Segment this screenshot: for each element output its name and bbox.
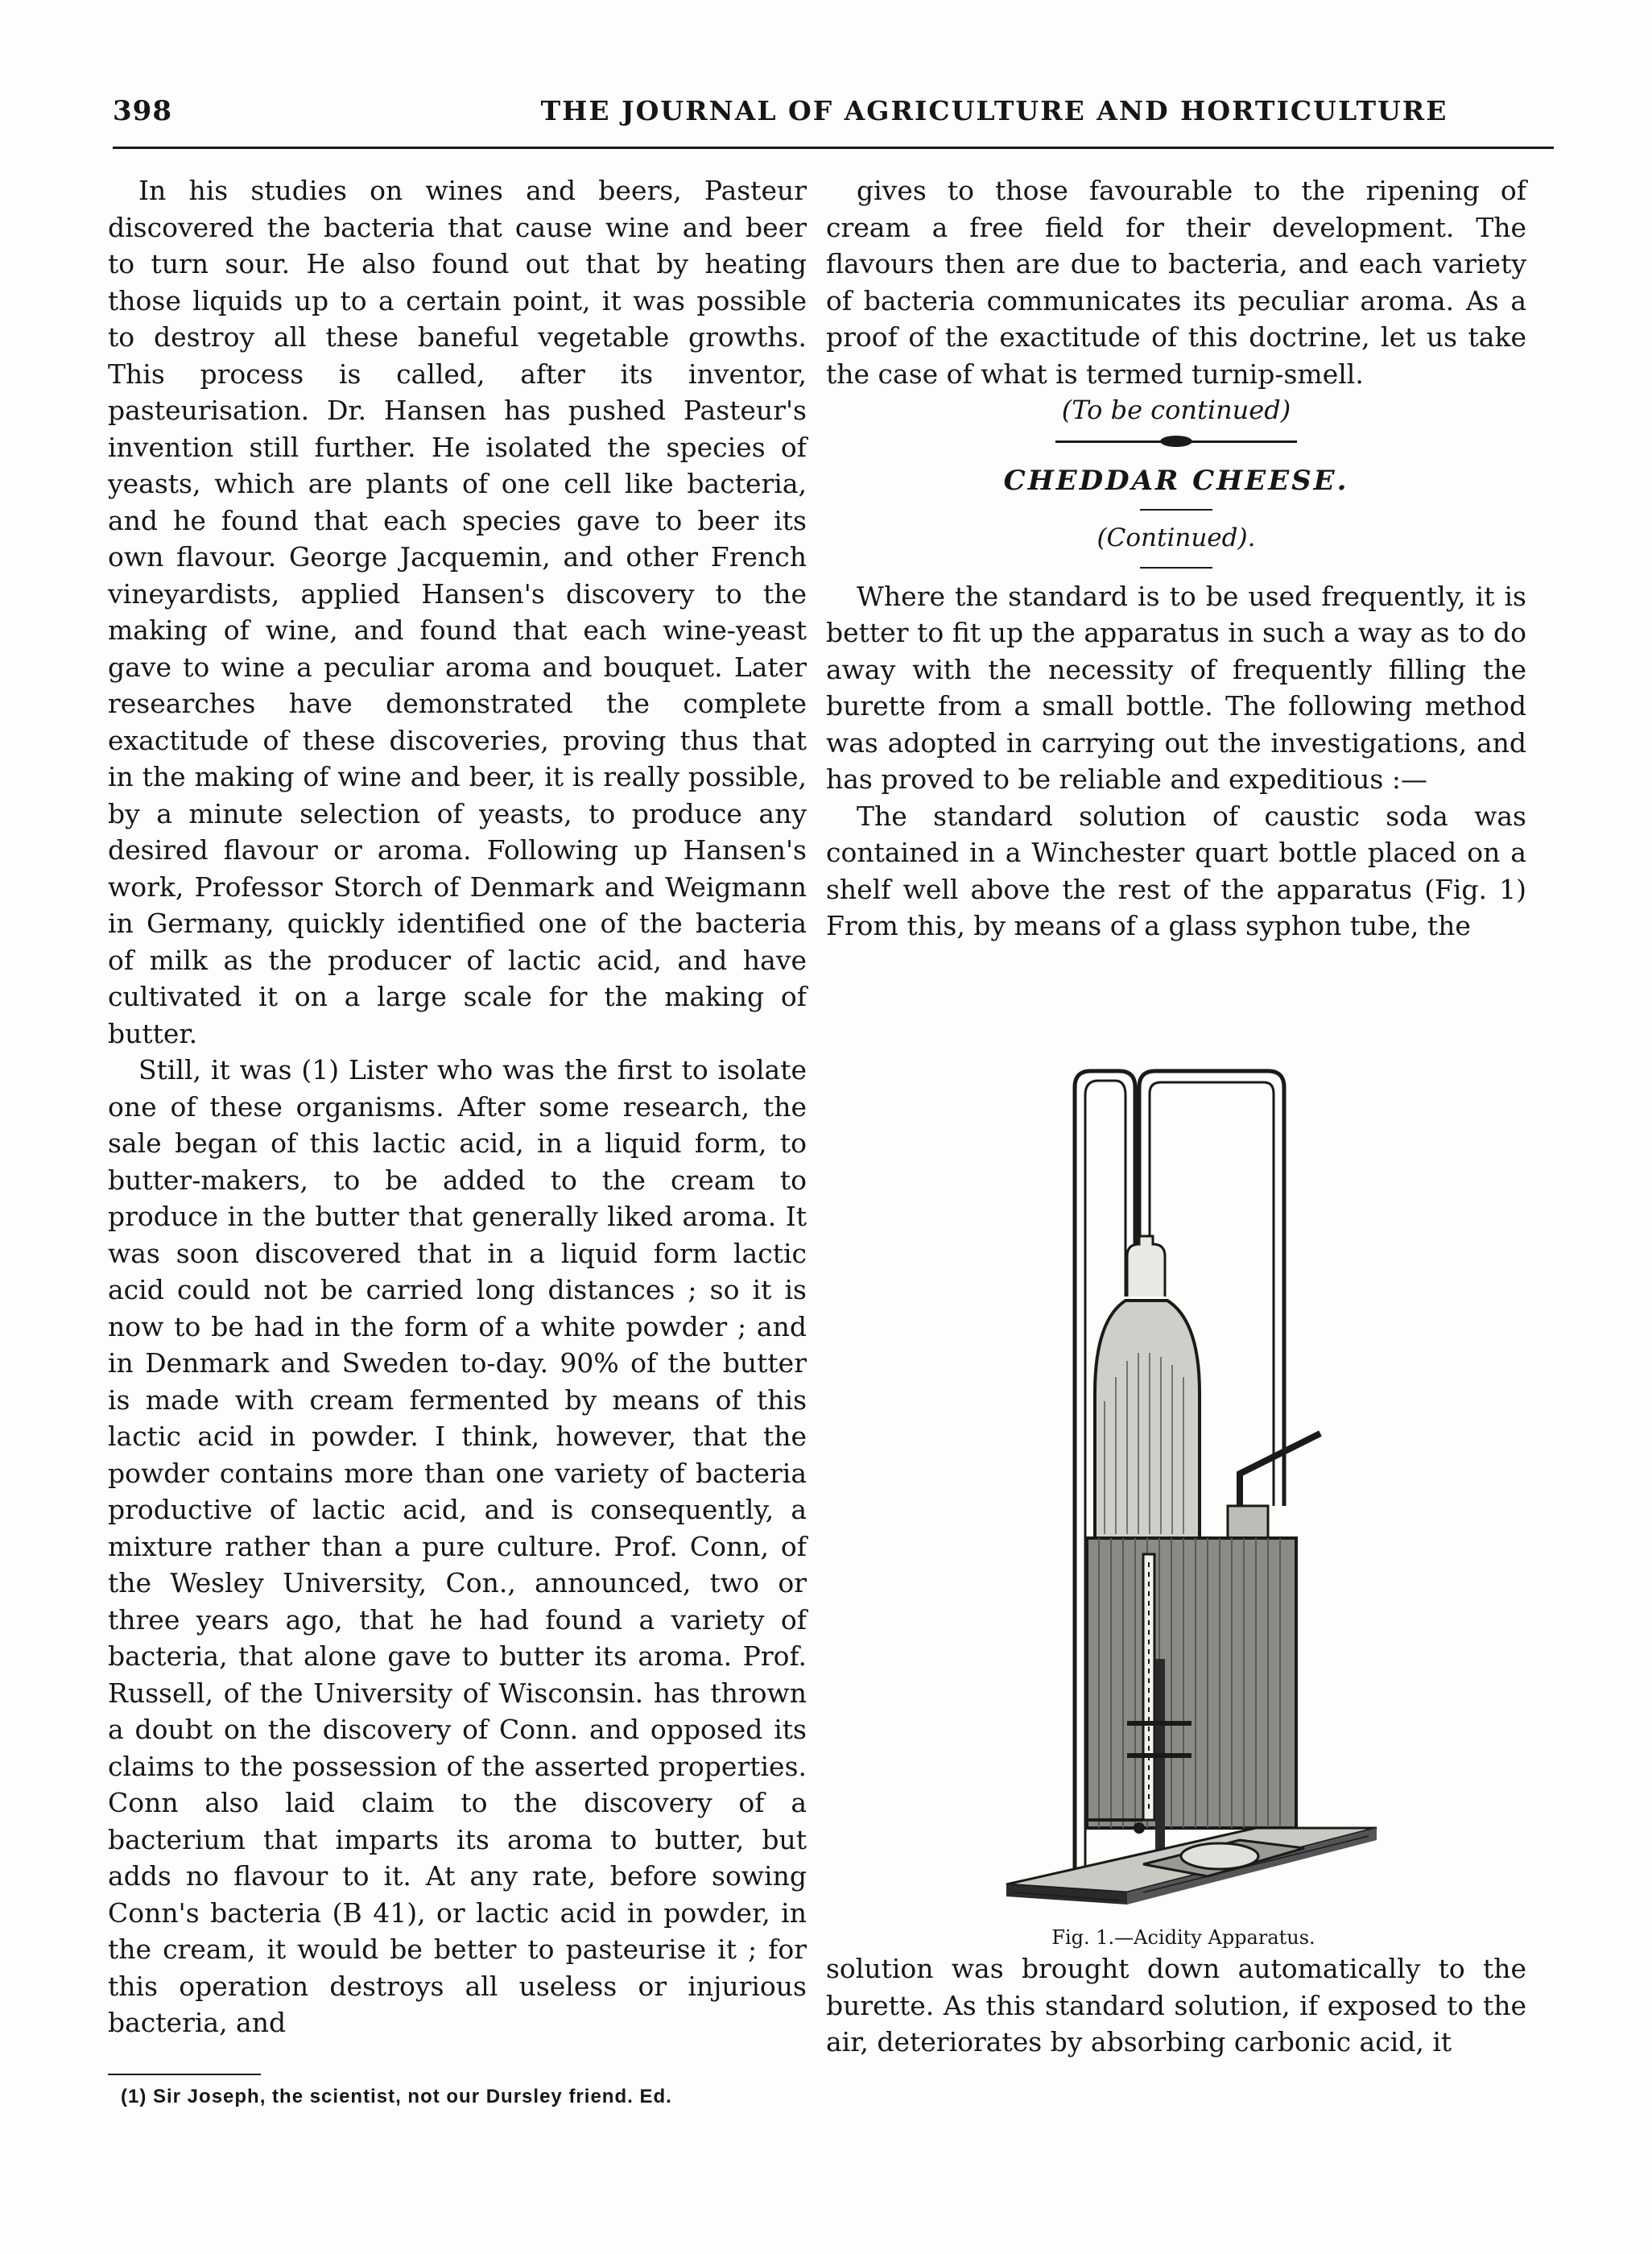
paragraph-syphon: solution was brought down automatically to the burette. As this standard solution, if exposed to the air, deteriorates by absorbing carbonic acid, it — [826, 1953, 1526, 2058]
left-column — [108, 172, 807, 2041]
footnote-rule — [108, 2074, 261, 2075]
section-subtitle: (Continued). — [1097, 523, 1256, 552]
paragraph-lister: Still, it was (1) Lister who was the first to isolate one of these organisms. After some research, the sale began of this lactic acid, in a liquid form, to butter-makers, to be added to the cream to produce in the butter that generally liked aroma. It was soon discovered that in a liquid form lactic acid could not be carried long distances ; so it is now to be had in the form of a white powder ; and in Denmark and Sweden to-day. 90% of the butter is made with cream fermented by means of this lactic acid in powder. I think, however, that the powder contains more than one variety of bacteria productive of lactic acid, and is consequently, a mixture rather than a pure culture. Prof. Conn, of the Wesley University, Con., announced, two or three years ago, that he had found a variety of bacteria, that alone gave to butter its aroma. Prof. Russell, of the University of Wisconsin. has thrown a doubt on the discovery of Conn. and opposed its claims to the possession of the asserted properties. Conn also laid claim to the discovery of a bacterium that imparts its aroma to butter, but adds no flavour to it. At any rate, before sowing Conn's bacteria (B 41), or lactic acid in powder, in the cream, it would be better to pasteurise it ; for this operation destroys all useless or injurious bacteria, and — [108, 1054, 807, 2038]
paragraph-flavours: gives to those favourable to the ripening of cream a free field for their development. The flavours then are due to bacteria, and each variety of bacteria communicates its peculiar aroma. As a proof of the exactitude of this doctrine, let us take the case of what is termed turnip-smell. — [826, 175, 1526, 390]
paragraph-standard: Where the standard is to be used frequently, it is better to fit up the apparatus in such a way as to do away with the necessity of frequently filling the burette from a small bottle. The following method was adopted in carrying out the investigations, and has proved to be reliable and expeditious :— — [826, 580, 1526, 795]
page-number: 398 — [113, 95, 172, 127]
acidity-apparatus-illustration — [998, 1055, 1385, 1909]
short-rule-top — [1140, 509, 1212, 511]
right-column — [826, 172, 1526, 945]
short-rule-bottom — [1140, 567, 1212, 569]
paragraph-caustic-soda: The standard solution of caustic soda was contained in a Winchester quart bottle placed on a shelf well above the rest of the apparatus (Fig. 1) From this, by means of a glass syphon tube, the — [826, 800, 1526, 941]
figure-caption: Fig. 1.—Acidity Apparatus. — [1051, 1926, 1315, 1949]
journal-title: THE JOURNAL OF AGRICULTURE AND HORTICULTURE — [540, 95, 1448, 126]
section-title: CHEDDAR CHEESE. — [1003, 464, 1349, 497]
footnote: (1) Sir Joseph, the scientist, not our Dursley friend. Ed. — [121, 2086, 672, 2107]
page-header — [113, 95, 1554, 147]
right-column-continued — [826, 1950, 1526, 2061]
header-rule — [113, 147, 1554, 149]
section-ornament — [1055, 436, 1297, 447]
to-be-continued: (To be continued) — [1061, 395, 1291, 425]
paragraph-pasteur: In his studies on wines and beers, Pasteur discovered the bacteria that cause wine and beer to turn sour. He also found out that by heating those liquids up to a certain point, it was possible to destroy all these baneful vegetable growths. This process is called, after its inventor, pasteurisation. Dr. Hansen has pushed Pasteur's invention still further. He isolated the species of yeasts, which are plants of one cell like bacteria, and he found that each species gave to beer its own flavour. George Jacquemin, and other French vineyardists, applied Hansen's discovery to the making of wine, and found that each wine-yeast gave to wine a peculiar aroma and bouquet. Later researches have demonstrated the complete exactitude of these discoveries, proving thus that in the making of wine and beer, it is really possible, by a minute selection of yeasts, to produce any desired flavour or aroma. Following up Hansen's work, Professor Storch of Denmark and Weigmann in Germany, quickly identified one of the bacteria of milk as the producer of lactic acid, and have cultivated it on a large scale for the making of butter. — [108, 175, 807, 1049]
